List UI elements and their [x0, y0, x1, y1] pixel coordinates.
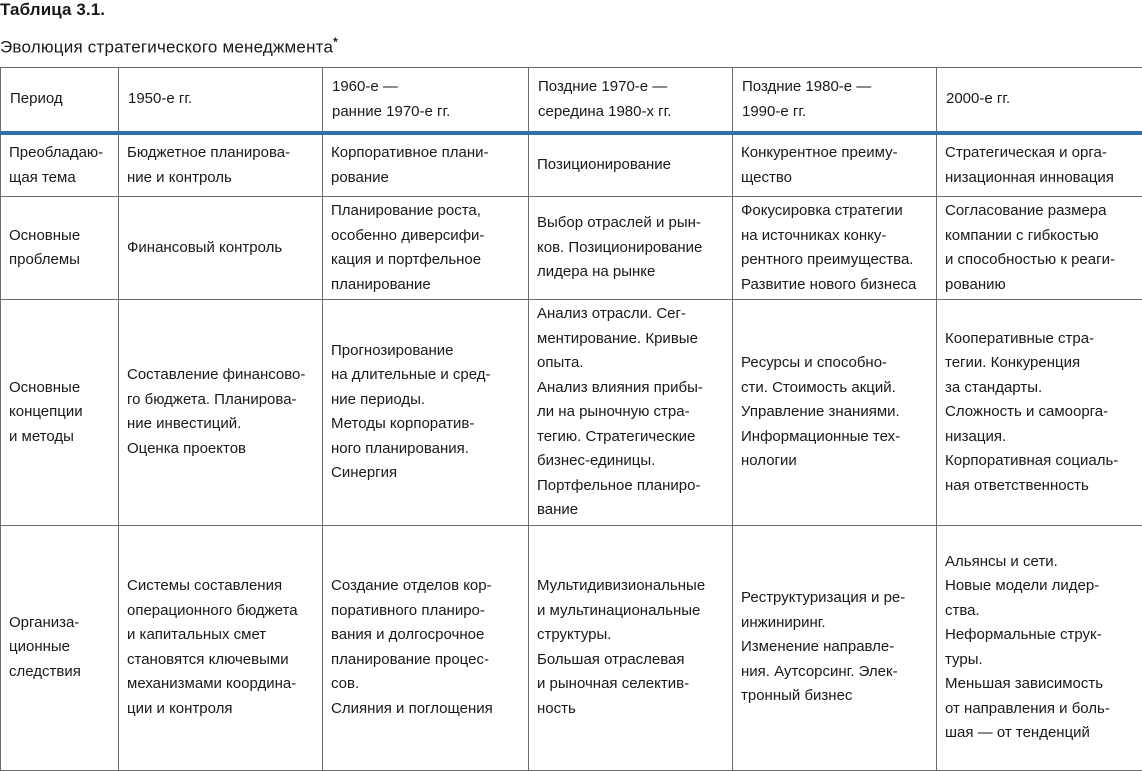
table-cell: Планирование роста, особенно диверсифи- кация и портфельное планирование: [323, 197, 529, 300]
table-cell: Согласование размера компании с гибкостью и способностью к реаги- рованию: [937, 197, 1142, 300]
table-cell: Системы составления операционного бюджета и капитальных смет становятся ключевыми механизмами координа- ции и контроля: [119, 525, 323, 770]
table-cell: Корпоративное плани- рование: [323, 133, 529, 197]
header-cell-1960s: 1960-е — ранние 1970-е гг.: [323, 68, 529, 134]
evolution-table: [0, 67, 1142, 771]
table-row: [1, 300, 1142, 526]
table-title-text: Эволюция стратегического менеджмента: [0, 38, 333, 57]
table-cell: Финансовый контроль: [119, 197, 323, 300]
row-label-cell: Основные концепции и методы: [1, 300, 119, 526]
table-row: [1, 197, 1142, 300]
table-cell: Анализ отрасли. Сег- ментирование. Кривые опыта. Анализ влияния прибы- ли на рыночную стра- тегию. Стратегические бизнес-единицы. Портфельное планиро- вание: [529, 300, 733, 526]
table-cell: Кооперативные стра- тегии. Конкуренция за стандарты. Сложность и самоорга- низация. Корпоративная социаль- ная ответственность: [937, 300, 1142, 526]
header-cell-period: Период: [1, 68, 119, 134]
table-cell: Мультидивизиональные и мультинациональные структуры. Большая отраслевая и рыночная селектив- ность: [529, 525, 733, 770]
header-cell-2000s: 2000-е гг.: [937, 68, 1142, 134]
table-row: [1, 133, 1142, 197]
table-cell: Альянсы и сети. Новые модели лидер- ства. Неформальные струк- туры. Меньшая зависимость от направления и боль- шая — от тенденций: [937, 525, 1142, 770]
header-cell-1950s: 1950-е гг.: [119, 68, 323, 134]
table-cell: Создание отделов кор- поративного планиро- вания и долгосрочное планирование процес- сов. Слияния и поглощения: [323, 525, 529, 770]
table-title: [0, 32, 338, 58]
row-label-cell: Основные проблемы: [1, 197, 119, 300]
table-cell: Позиционирование: [529, 133, 733, 197]
table-number: Таблица 3.1.: [0, 0, 338, 20]
header-cell-late-1970s: Поздние 1970-е — середина 1980-х гг.: [529, 68, 733, 134]
table-cell: Составление финансово- го бюджета. Планирова- ние инвестиций. Оценка проектов: [119, 300, 323, 526]
row-label-cell: Преобладаю- щая тема: [1, 133, 119, 197]
row-label-cell: Организа- ционные следствия: [1, 525, 119, 770]
table-cell: Реструктуризация и ре- инжиниринг. Изменение направле- ния. Аутсорсинг. Элек- тронный бизнес: [733, 525, 937, 770]
table-cell: Выбор отраслей и рын- ков. Позиционирование лидера на рынке: [529, 197, 733, 300]
table-cell: Бюджетное планирова- ние и контроль: [119, 133, 323, 197]
table-cell: Конкурентное преиму- щество: [733, 133, 937, 197]
header-cell-late-1980s: Поздние 1980-е — 1990-е гг.: [733, 68, 937, 134]
table-cell: Прогнозирование на длительные и сред- ние периоды. Методы корпоратив- ного планирования. Синергия: [323, 300, 529, 526]
table-cell: Стратегическая и орга- низационная инновация: [937, 133, 1142, 197]
footnote-mark: *: [333, 35, 338, 49]
table-row: [1, 525, 1142, 770]
table-cell: Ресурсы и способно- сти. Стоимость акций. Управление знаниями. Информационные тех- нологии: [733, 300, 937, 526]
table-caption: [0, 0, 338, 58]
table-cell: Фокусировка стратегии на источниках конку- рентного преимущества. Развитие нового бизнеса: [733, 197, 937, 300]
header-row: [1, 68, 1142, 134]
